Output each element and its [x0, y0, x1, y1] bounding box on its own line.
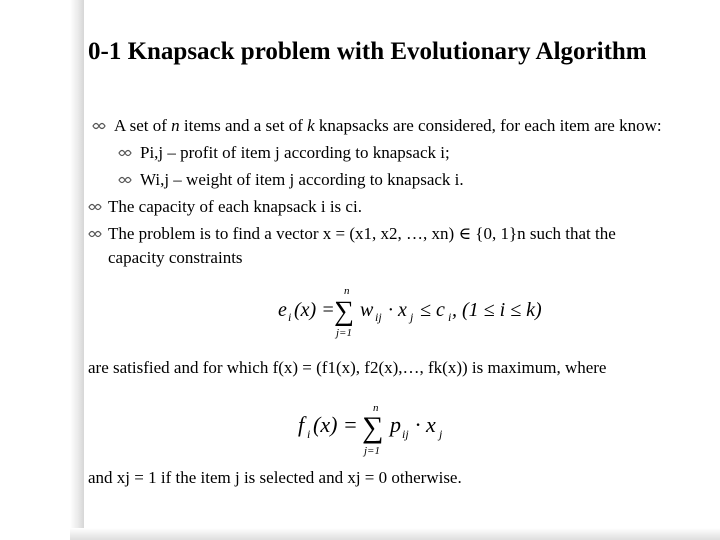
bullet-text-post: knapsacks are considered, for each item are know: — [314, 116, 662, 135]
formula1-arg: (x) = — [294, 299, 335, 321]
objective-function-formula — [298, 400, 458, 458]
slide-bottom-border — [70, 528, 720, 540]
variable-n: n — [171, 116, 180, 135]
bullet-problem-line1: The problem is to find a vector x = (x1, x2, …, xn) ∈ {0, 1}n such that the — [108, 224, 616, 243]
satisfied-text: are satisfied and for which f(x) = (f1(x), f2(x),…, fk(x)) is maximum, where — [88, 358, 607, 377]
formula2-lhs-sub: i — [307, 427, 311, 441]
bullet-ornament-icon — [88, 221, 104, 247]
sub-bullet-profit-text: Pi,j – profit of item j according to knapsack i; — [140, 143, 450, 162]
bullet-capacity-text: The capacity of each knapsack i is ci. — [108, 197, 362, 216]
formula1-range: , (1 ≤ i ≤ k) — [452, 299, 542, 321]
formula1-x-sub: j — [410, 310, 414, 324]
variable-k: k — [307, 116, 315, 135]
capacity-constraint-formula — [278, 282, 542, 339]
formula1-sum-bottom: j=1 — [336, 327, 352, 339]
bullet-ornament-icon — [118, 167, 134, 193]
formula1-lhs: e — [278, 299, 287, 321]
formula1-term-sub: ij — [375, 310, 382, 324]
formula1-le-c: ≤ c — [420, 299, 445, 321]
sub-bullet-weight-text: Wi,j – weight of item j according to knapsack i. — [140, 170, 464, 189]
formula2-x-sub: j — [439, 427, 443, 441]
bullet-ornament-icon — [118, 140, 134, 166]
bullet-ornament-icon — [88, 194, 104, 220]
formula2-arg: (x) = — [313, 412, 358, 437]
summation-sign: ∑ — [362, 411, 384, 444]
summation-sign: ∑ — [334, 296, 354, 327]
formula2-term-sub: ij — [402, 427, 409, 441]
formula1-c-sub: i — [448, 310, 452, 324]
formula2-sum-bottom: j=1 — [364, 445, 380, 457]
formula1-term: w — [360, 299, 374, 321]
bullet-problem-line2: capacity constraints — [108, 248, 243, 267]
slide-left-border — [70, 0, 84, 540]
bullet-text-mid: items and a set of — [179, 116, 308, 135]
slide-title: 0-1 Knapsack problem with Evolutionary Algorithm — [88, 38, 647, 65]
formula2-sum-top: n — [373, 402, 379, 414]
closing-text: and xj = 1 if the item j is selected and xj = 0 otherwise. — [88, 468, 462, 487]
formula1-lhs-sub: i — [288, 310, 292, 324]
formula2-lhs: f — [298, 412, 305, 437]
formula2-dot-x: · x — [415, 412, 436, 437]
formula2-term: p — [390, 412, 401, 437]
bullet-ornament-icon — [92, 113, 108, 139]
formula1-dot-x: · x — [388, 299, 407, 321]
bullet-text-pre: A set of — [114, 116, 172, 135]
formula1-sum-top: n — [344, 285, 350, 297]
